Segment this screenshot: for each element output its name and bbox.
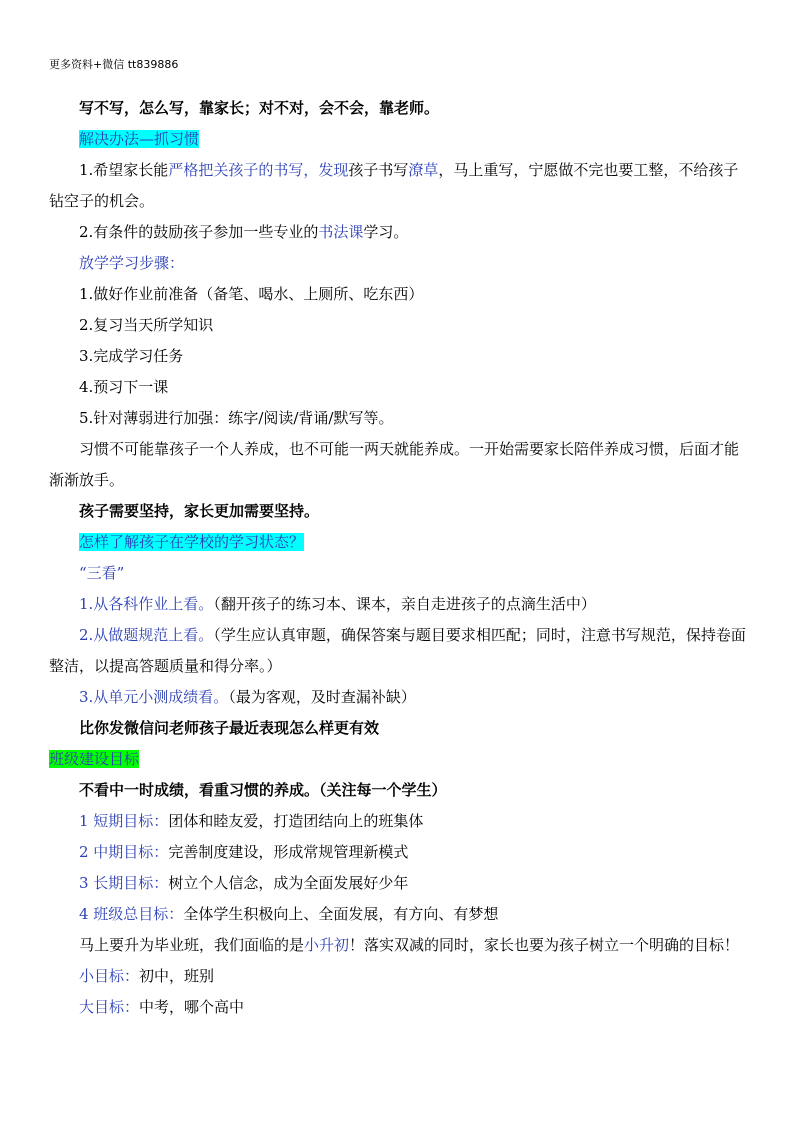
highlight-text: 潦草 [408, 161, 439, 179]
goal-desc: 全体学生积极向上、全面发展，有方向、有梦想 [183, 905, 499, 923]
step-item: 4.预习下一课 [79, 378, 169, 396]
look-item [49, 620, 749, 682]
text: 马上要升为毕业班，我们面临的是 [79, 936, 305, 954]
step-item: 3.完成学习任务 [79, 347, 184, 365]
look-desc: （最为客观，及时查漏补缺） [228, 688, 416, 706]
goal-label: 小目标： [79, 967, 140, 985]
big-goal [49, 992, 749, 1023]
look-desc: （学生应认真审题，确保答案与题目要求相匹配；同时，注意书写规范，保持卷面整洁，以提高答题质量和得分率。） [49, 626, 746, 675]
goal-desc: 中考，哪个高中 [139, 998, 245, 1016]
goal-item [49, 806, 749, 837]
text: ，马上重写，宁愿做不完也要工整，不给孩子钻空子的机会。 [49, 161, 739, 210]
text: ， [303, 161, 319, 179]
goal-label: 1 短期目标： [79, 812, 169, 830]
goal-desc: 团体和睦友爱，打造团结向上的班集体 [168, 812, 424, 830]
three-look-title: “三看” [79, 564, 125, 582]
look-label: 2.从做题规范上看。 [79, 626, 214, 644]
step-item: 5.针对薄弱进行加强：练字/阅读/背诵/默写等。 [79, 409, 394, 427]
goal-label: 3 长期目标： [79, 874, 169, 892]
paragraph-graduation [49, 930, 749, 961]
highlight-text: 小升初 [304, 936, 350, 954]
goal-item [49, 868, 749, 899]
paragraph-writing [49, 155, 749, 217]
highlight-text: 发现 [318, 161, 349, 179]
heading-text: 怎样了解孩子在学校的学习状态？ [79, 533, 305, 551]
look-label: 1.从各科作业上看。 [79, 595, 214, 613]
wechat-line: 比你发微信问老师孩子最近表现怎么样更有效 [79, 719, 380, 737]
step-item: 2.复习当天所学知识 [79, 316, 214, 334]
goal-desc: 树立个人信念，成为全面发展好少年 [168, 874, 409, 892]
look-item [49, 589, 749, 620]
grades-line: 不看中一时成绩，看重习惯的养成。（关注每一个学生） [79, 781, 447, 799]
section-heading-status [49, 527, 749, 558]
step-item: 1.做好作业前准备（备笔、喝水、上厕所、吃东西） [79, 285, 424, 303]
goal-item [49, 899, 749, 930]
text: 孩子书写 [348, 161, 409, 179]
highlight-text: 书法课 [318, 223, 364, 241]
goal-label: 2 中期目标： [79, 843, 169, 861]
text: ！落实双减的同时，家长也要为孩子树立一个明确的目标！ [349, 936, 740, 954]
look-item [49, 682, 749, 713]
document-body [49, 93, 749, 1023]
persist-line: 孩子需要坚持，家长更加需要坚持。 [79, 502, 320, 520]
goal-item [49, 837, 749, 868]
steps-title: 放学学习步骤： [79, 254, 185, 272]
page-header: 更多资料+微信 tt839886 [49, 58, 179, 71]
text: 学习。 [363, 223, 409, 241]
intro-line: 写不写，怎么写，靠家长；对不对，会不会，靠老师。 [79, 99, 440, 117]
goal-desc: 初中，班别 [139, 967, 215, 985]
goal-label: 大目标： [79, 998, 140, 1016]
small-goal [49, 961, 749, 992]
highlight-text: 严格把关孩子的书写 [168, 161, 304, 179]
heading-text: 解决办法—抓习惯 [79, 130, 200, 148]
section-heading-goals [49, 744, 749, 775]
section-heading-habits [49, 124, 749, 155]
text: 2.有条件的鼓励孩子参加一些专业的 [79, 223, 319, 241]
paragraph-calligraphy [49, 217, 749, 248]
goal-label: 4 班级总目标： [79, 905, 184, 923]
look-desc: （翻开孩子的练习本、课本，亲自走进孩子的点滴生活中） [213, 595, 596, 613]
heading-text: 班级建设目标 [49, 750, 140, 768]
paragraph-habit: 习惯不可能靠孩子一个人养成，也不可能一两天就能养成。一开始需要家长陪伴养成习惯，后面才能渐渐放手。 [49, 440, 740, 489]
goal-desc: 完善制度建设，形成常规管理新模式 [168, 843, 409, 861]
text: 1.希望家长能 [79, 161, 169, 179]
look-label: 3.从单元小测成绩看。 [79, 688, 229, 706]
